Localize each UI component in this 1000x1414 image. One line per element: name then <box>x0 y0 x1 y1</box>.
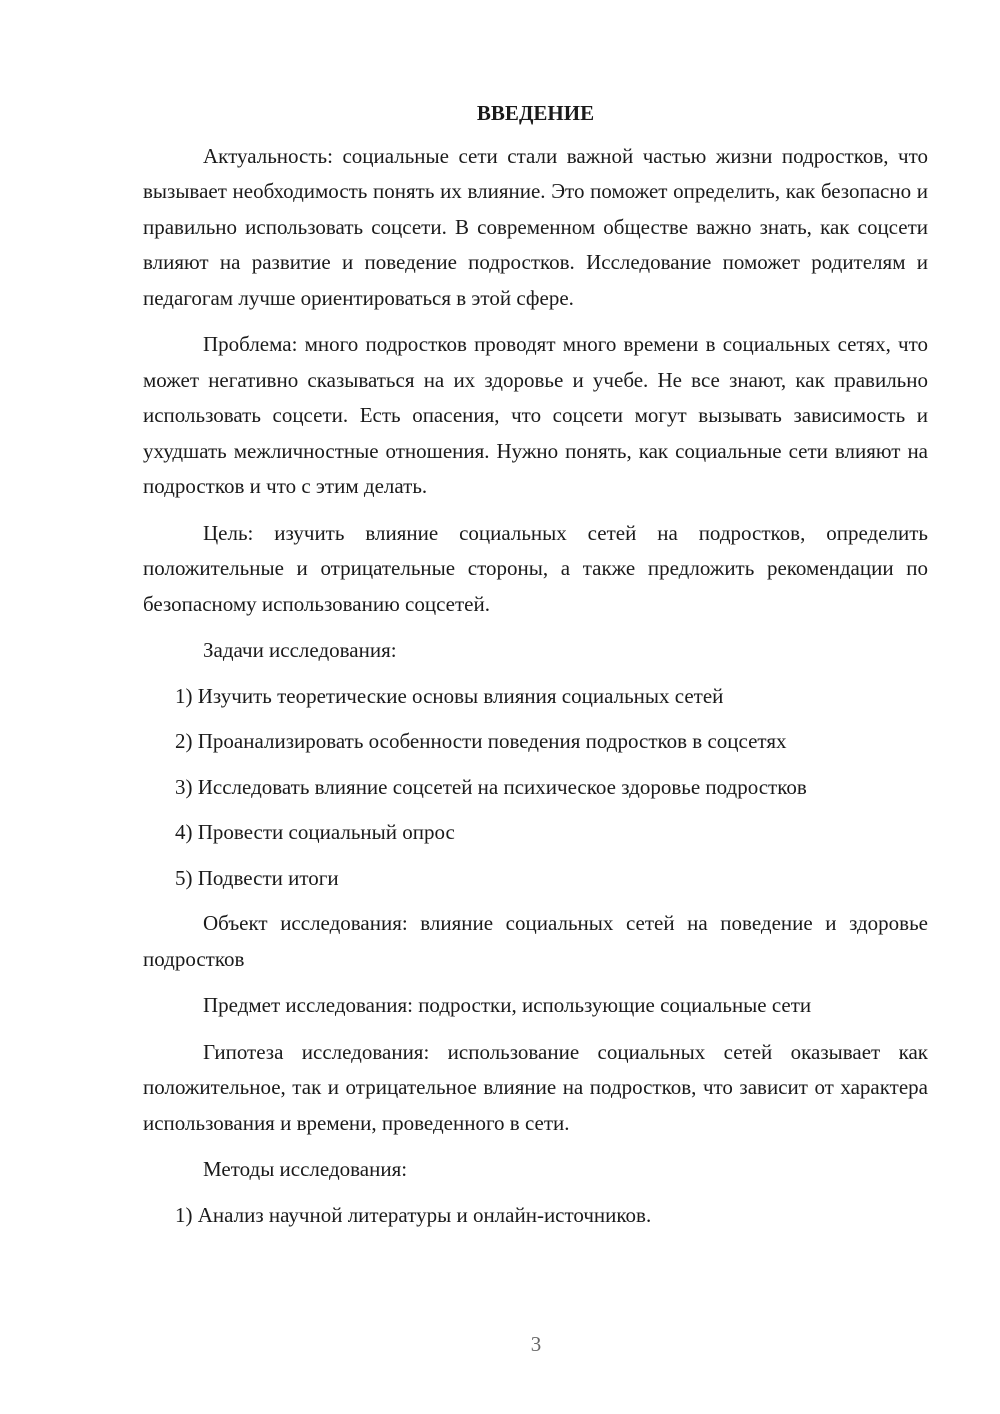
hypothesis-paragraph: Гипотеза исследования: использование социальных сетей оказывает как положительное, так и отрицательное влияние на подростков, что зависит от характера использования и времени, проведенного в сети. <box>143 1039 928 1135</box>
goal-paragraph: Цель: изучить влияние социальных сетей на подростков, определить положительные и отрицательные стороны, а также предложить рекомендации по безопасному использованию соцсетей. <box>143 520 928 616</box>
methods-heading: Методы исследования: <box>203 1157 408 1181</box>
task-item: 2) Проанализировать особенности поведения подростков в соцсетях <box>175 729 787 753</box>
tasks-heading: Задачи исследования: <box>203 638 397 662</box>
task-item: 5) Подвести итоги <box>175 865 339 890</box>
page-content <box>143 96 928 1243</box>
method-item: 1) Анализ научной литературы и онлайн-источников. <box>175 1202 652 1227</box>
problem-paragraph: Проблема: много подростков проводят много времени в социальных сетях, что может негативно сказываться на их здоровье и учебе. Не все знают, как правильно использовать соцсети. Есть опасения, что соцсети могут вызывать зависимость и ухудшать межличностные отношения. Нужно понять, как социальные сети влияют на подростков и что с этим делать. <box>143 332 928 498</box>
object-paragraph: Объект исследования: влияние социальных сетей на поведение и здоровье подростков <box>143 911 928 971</box>
page-title: ВВЕДЕНИЕ <box>476 101 595 125</box>
task-item: 4) Провести социальный опрос <box>175 820 455 844</box>
page-number: 3 <box>530 1332 542 1356</box>
task-item: 3) Исследовать влияние соцсетей на психическое здоровье подростков <box>175 774 807 799</box>
task-item: 1) Изучить теоретические основы влияния социальных сетей <box>175 683 724 708</box>
subject-paragraph: Предмет исследования: подростки, использующие социальные сети <box>203 993 812 1017</box>
relevance-paragraph: Актуальность: социальные сети стали важной частью жизни подростков, что вызывает необходимость понять их влияние. Это поможет определить, как безопасно и правильно использовать соцсети. В современном обществе важно знать, как соцсети влияют на развитие и поведение подростков. Исследование поможет родителям и педагогам лучше ориентироваться в этой сфере. <box>143 143 928 310</box>
